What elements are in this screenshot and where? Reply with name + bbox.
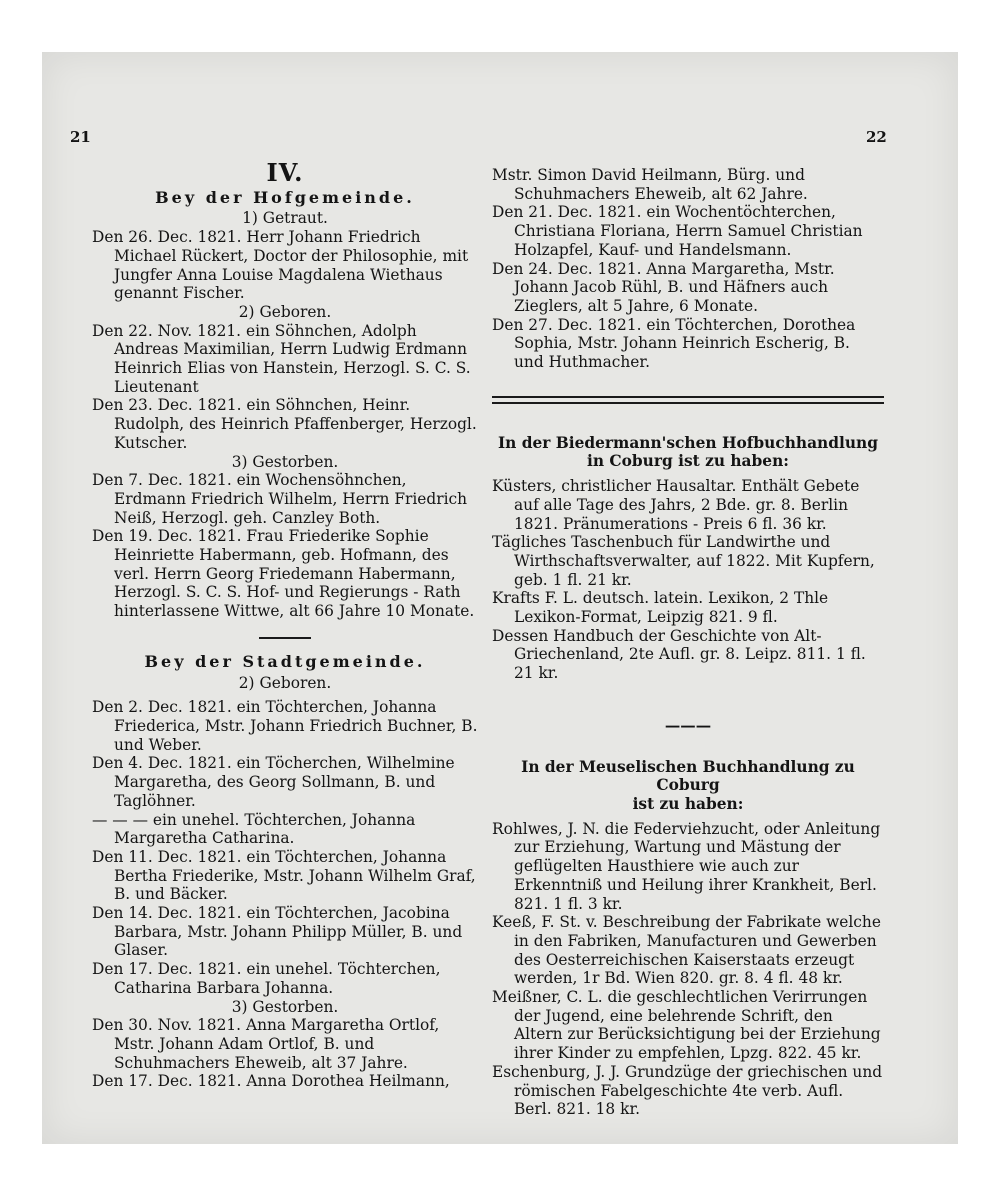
stadt-geboren-entry: Den 17. Dec. 1821. ein unehel. Töchterchen, Catharina Barbara Johanna. — [92, 960, 441, 997]
section-divider — [259, 637, 311, 639]
ad1-entry: Tägliches Taschenbuch für Landwirthe und Wirthschaftsverwalter, auf 1822. Mit Kupfern, geb. 1 fl. 21 kr. — [492, 533, 875, 589]
right-column — [492, 166, 884, 1119]
hof-gestorben-label: 3) Gestorben. — [231, 452, 339, 471]
double-rule — [492, 396, 884, 404]
stadtgemeinde-heading: Bey der Stadtgemeinde. — [144, 651, 426, 671]
ad2-entry: Meißner, C. L. die geschlechtlichen Verirrungen der Jugend, eine belehrende Schrift, den Altern zur Berücksichtigung bei der Erziehung ihrer Kinder zu empfehlen, Lpzg. 822. 45 kr. — [492, 988, 881, 1063]
stadt-geboren-entry: Den 4. Dec. 1821. ein Töcherchen, Wilhelmine Margaretha, des Georg Sollmann, B. und Taglöhner. — [92, 754, 455, 810]
left-column — [92, 158, 478, 1091]
ad2-entry: Eschenburg, J. J. Grundzüge der griechischen und römischen Fabelgeschichte 4te verb. Aufl. Berl. 821. 18 kr. — [492, 1062, 883, 1119]
hof-geboren-entry: Den 22. Nov. 1821. ein Söhnchen, Adolph Andreas Maximilian, Herrn Ludwig Erdmann Heinrich Elias von Hanstein, Herzogl. S. C. S. Lieutenant — [92, 321, 471, 396]
stadt-gestorben-entry: Den 17. Dec. 1821. Anna Dorothea Heilmann, — [92, 1072, 450, 1091]
section-number: IV. — [266, 158, 304, 187]
continued-entry: Mstr. Simon David Heilmann, Bürg. und Schuhmachers Eheweib, alt 62 Jahre. — [492, 166, 808, 203]
ad2-entry: Rohlwes, J. N. die Federviehzucht, oder Anleitung zur Erziehung, Wartung und Mästung der geflügelten Hausthiere wie auch zur Erkenntniß und Heilung ihrer Krankheit, Berl. 821. 1 fl. 3 kr. — [492, 819, 881, 913]
page-number-right: 22 — [866, 128, 887, 146]
page-number-left: 21 — [70, 128, 91, 146]
continued-entry: Den 27. Dec. 1821. ein Töchterchen, Dorothea Sophia, Mstr. Johann Heinrich Escherig, B. und Huthmacher. — [492, 315, 856, 372]
continued-entry: Den 24. Dec. 1821. Anna Margaretha, Mstr. Johann Jacob Rühl, B. und Häfners auch Zieglers, alt 5 Jahre, 6 Monate. — [492, 259, 835, 315]
hofgemeinde-heading: Bey der Hofgemeinde. — [155, 187, 415, 207]
ad2-heading: In der Meuselischen Buchhandlung zu Coburg — [521, 757, 855, 795]
stadt-geboren-entry: Den 14. Dec. 1821. ein Töchterchen, Jacobina Barbara, Mstr. Johann Philipp Müller, B. und Glaser. — [92, 904, 463, 960]
ad2-entry: Keeß, F. St. v. Beschreibung der Fabrikate welche in den Fabriken, Manufacturen und Gewerben des Oesterreichischen Kaiserstaats erzeugt werden, 1r Bd. Wien 820. gr. 8. 4 fl. 48 kr. — [492, 913, 881, 988]
stadt-geboren-entry: Den 11. Dec. 1821. ein Töchterchen, Johanna Bertha Friederike, Mstr. Johann Wilhelm Graf, B. und Bäcker. — [92, 847, 476, 904]
ad-separator: ——— — [664, 716, 712, 735]
stadt-gestorben-label: 3) Gestorben. — [231, 997, 339, 1016]
ad1-entry: Krafts F. L. deutsch. latein. Lexikon, 2 Thle Lexikon-Format, Leipzig 821. 9 fl. — [492, 589, 829, 627]
hof-getraut-label: 1) Getraut. — [242, 209, 328, 228]
ad2-subheading: ist zu haben: — [632, 794, 744, 813]
hof-geboren-entry: Den 23. Dec. 1821. ein Söhnchen, Heinr. Rudolph, des Heinrich Pfaffenberger, Herzogl. Kutscher. — [92, 396, 477, 452]
stadt-geboren-label: 2) Geboren. — [238, 673, 332, 692]
hof-geboren-label: 2) Geboren. — [238, 302, 332, 321]
stadt-gestorben-entry: Den 30. Nov. 1821. Anna Margaretha Ortlof, Mstr. Johann Adam Ortlof, B. und Schuhmachers Eheweib, alt 37 Jahre. — [92, 1016, 440, 1072]
ad1-entry: Küsters, christlicher Hausaltar. Enthält Gebete auf alle Tage des Jahrs, 2 Bde. gr. 8. Berlin 1821. Pränumerations - Preis 6 fl. 36 kr. — [492, 477, 860, 533]
ad1-heading: In der Biedermann'schen Hofbuchhandlung — [497, 433, 879, 452]
hof-gestorben-entry: Den 7. Dec. 1821. ein Wochensöhnchen, Erdmann Friedrich Wilhelm, Herrn Friedrich Neiß, Herzogl. geh. Canzley Both. — [92, 471, 468, 527]
continued-entry: Den 21. Dec. 1821. ein Wochentöchterchen, Christiana Floriana, Herrn Samuel Christian Holzapfel, Kauf- und Handelsmann. — [492, 203, 863, 259]
stadt-geboren-entry: Den 2. Dec. 1821. ein Töchterchen, Johanna Friederica, Mstr. Johann Friedrich Buchner, B. und Weber. — [92, 698, 478, 754]
ad1-entry: Dessen Handbuch der Geschichte von Alt-Griechenland, 2te Aufl. gr. 8. Leipz. 811. 1 fl. 21 kr. — [492, 626, 866, 683]
hof-gestorben-entry: Den 19. Dec. 1821. Frau Friederike Sophie Heinriette Habermann, geb. Hofmann, des verl. Herrn Georg Friedemann Habermann, Herzogl. S. C. S. Hof- und Regierungs - Rath hinterlassene Wittwe, alt 66 Jahre 10 Monate. — [92, 527, 475, 621]
hof-getraut-entry: Den 26. Dec. 1821. Herr Johann Friedrich Michael Rückert, Doctor der Philosophie, mit Jungfer Anna Louise Magdalena Wiethaus genannt Fischer. — [92, 228, 469, 303]
ad1-subheading: in Coburg ist zu haben: — [587, 452, 789, 471]
stadt-geboren-entry: — — — ein unehel. Töchterchen, Johanna Margaretha Catharina. — [92, 810, 416, 848]
